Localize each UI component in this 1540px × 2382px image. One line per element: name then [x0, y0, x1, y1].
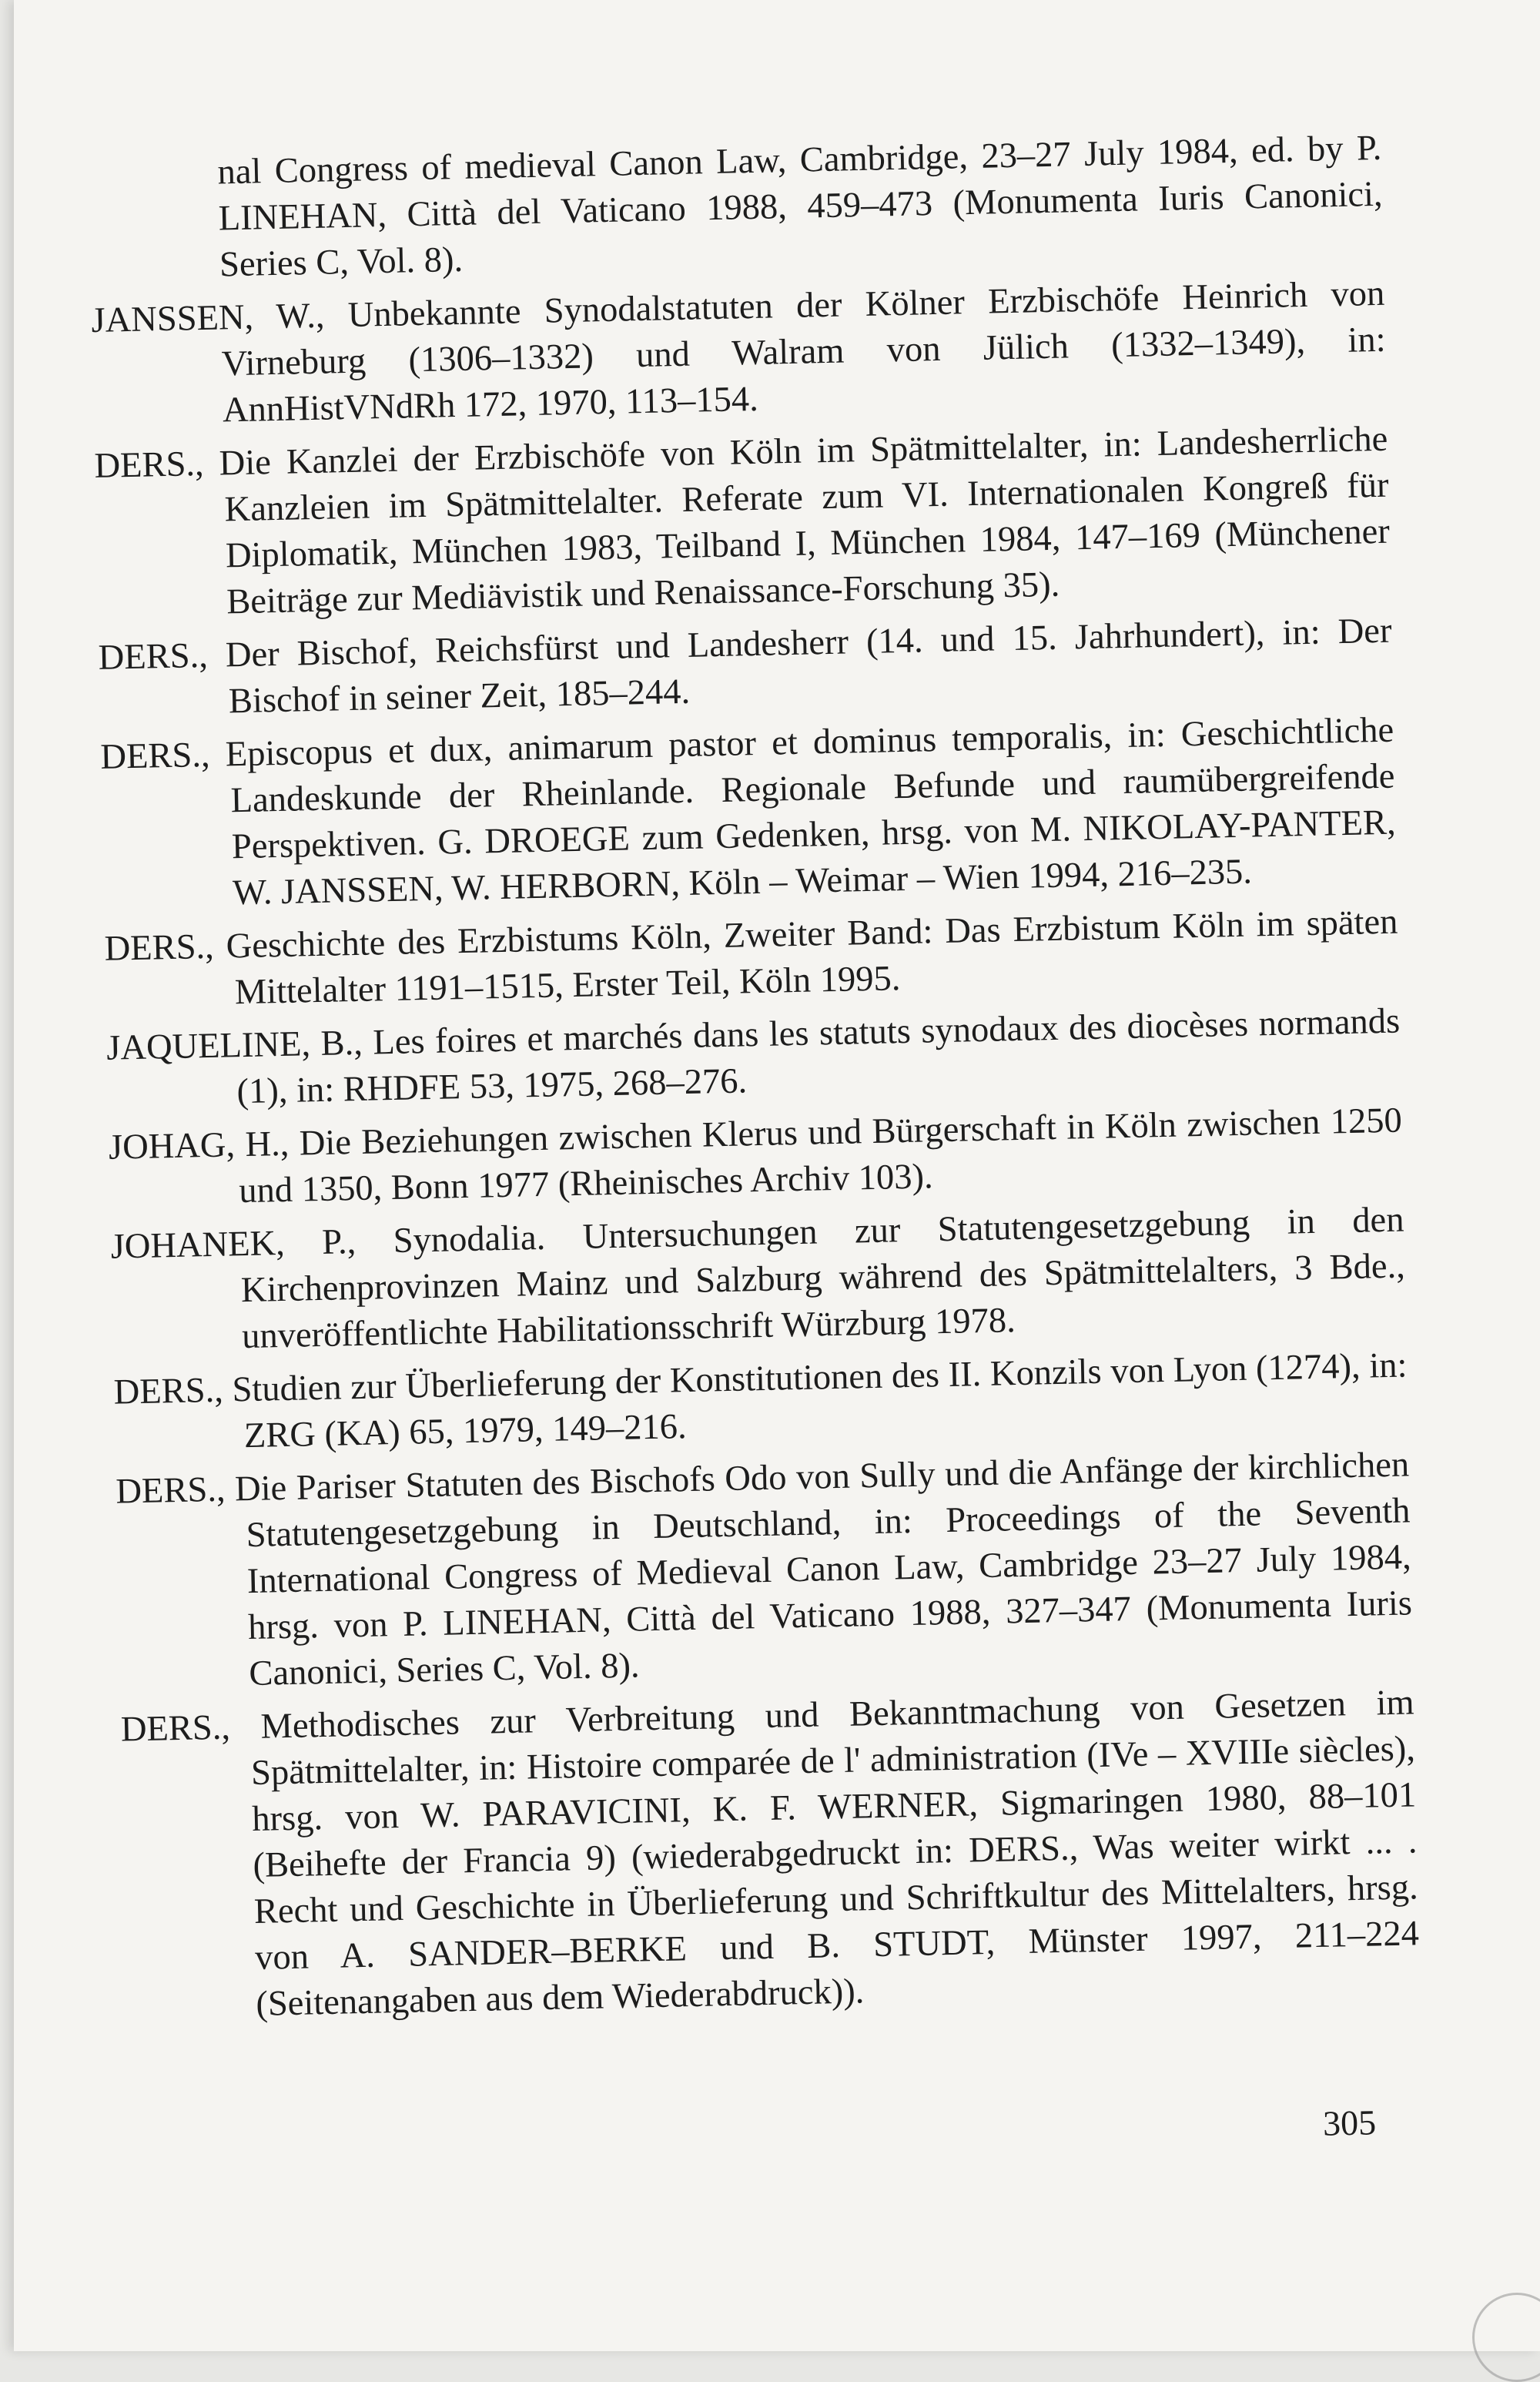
bibliography-entry: DERS., Methodisches zur Verbreitung und Bekanntmachung von Gesetzen im Spätmittelalter, in: Histoire comparée de l' administration (IVe – XVIIIe siècles), hrsg. von W. PARAVICINI, K. F. WERNER, Sigmaringen 1980, 88–101 (Beihefte der Francia 9) (wiederabgedruckt in: DERS., Was weiter wirkt ... . Recht und Geschichte in Überlieferung und Schriftkultur des Mittelalters, hrsg. von A. SANDER–BERKE und B. STUDT, Münster 1997, 211–224 (Seitenangaben aus dem Wiederabdruck)). [120, 1683, 1420, 2024]
bibliography-entry: JAQUELINE, B., Les foires et marchés dans les statuts synodaux des diocèses normands (1), in: RHDFE 53, 1975, 268–276. [105, 1001, 1401, 1112]
bibliography-entry: JOHAG, H., Die Beziehungen zwischen Klerus und Bürgerschaft in Köln zwischen 1250 und 1350, Bonn 1977 (Rheinisches Archiv 103). [108, 1101, 1403, 1211]
bibliography-entry: DERS., Die Kanzlei der Erzbischöfe von Köln im Spätmittelalter, in: Landesherrliche Kanzleien im Spätmittelalter. Referate zum VI. Internationalen Kongreß für Diplomatik, München 1983, Teilband I, München 1984, 147–169 (Münchener Beiträge zur Mediävistik und Renaissance-Forschung 35). [94, 419, 1391, 622]
corner-ring-mark [1472, 2293, 1540, 2382]
bibliography-entry: DERS., Der Bischof, Reichsfürst und Landesherr (14. und 15. Jahrhundert), in: Der Bischof in seiner Zeit, 185–244. [98, 611, 1392, 722]
bibliography-entry: DERS., Episcopus et dux, animarum pastor et dominus temporalis, in: Geschichtliche Landeskunde der Rheinlande. Regionale Befunde und raumübergreifende Perspektiven. G. DROEGE zum Gedenken, hrsg. von M. NIKOLAY-PANTER, W. JANSSEN, W. HERBORN, Köln – Weimar – Wien 1994, 216–235. [99, 710, 1397, 913]
bibliography-entry: nal Congress of medieval Canon Law, Cambridge, 23–27 July 1984, ed. by P. LINEHAN, Città del Vaticano 1988, 459–473 (Monumenta Iuris Canonici, Series C, Vol. 8). [217, 128, 1384, 285]
bibliography-entry: JOHANEK, P., Synodalia. Untersuchungen zur Statutengesetzgebung in den Kirchenprovinzen Mainz und Salzburg während des Spätmittelalters, 3 Bde., unveröffentlichte Habilitationsschrift Würzburg 1978. [110, 1200, 1406, 1357]
book-page [14, 0, 1540, 2351]
bibliography-entry: DERS., Studien zur Überlieferung der Konstitutionen des II. Konzils von Lyon (1274), in: ZRG (KA) 65, 1979, 149–216. [113, 1345, 1408, 1456]
bibliography-entry: JANSSEN, W., Unbekannte Synodalstatuten der Kölner Erzbischöfe Heinrich von Virneburg (1306–1332) und Walram von Jülich (1332–1349), in: AnnHistVNdRh 172, 1970, 113–154. [91, 273, 1386, 431]
bibliography-entry: DERS., Geschichte des Erzbistums Köln, Zweiter Band: Das Erzbistum Köln im späten Mittelalter 1191–1515, Erster Teil, Köln 1995. [104, 902, 1398, 1013]
bibliography-list [88, 126, 1421, 2038]
bibliography-entry: DERS., Die Pariser Statuten des Bischofs Odo von Sully und die Anfänge der kirchlichen Statutengesetzgebung in Deutschland, in: Proceedings of the Seventh International Congress of Medieval Canon Law, Cambridge 23–27 July 1984, hrsg. von P. LINEHAN, Città del Vaticano 1988, 327–347 (Monumenta Iuris Canonici, Series C, Vol. 8). [115, 1445, 1413, 1694]
page-number: 305 [1322, 2102, 1377, 2143]
